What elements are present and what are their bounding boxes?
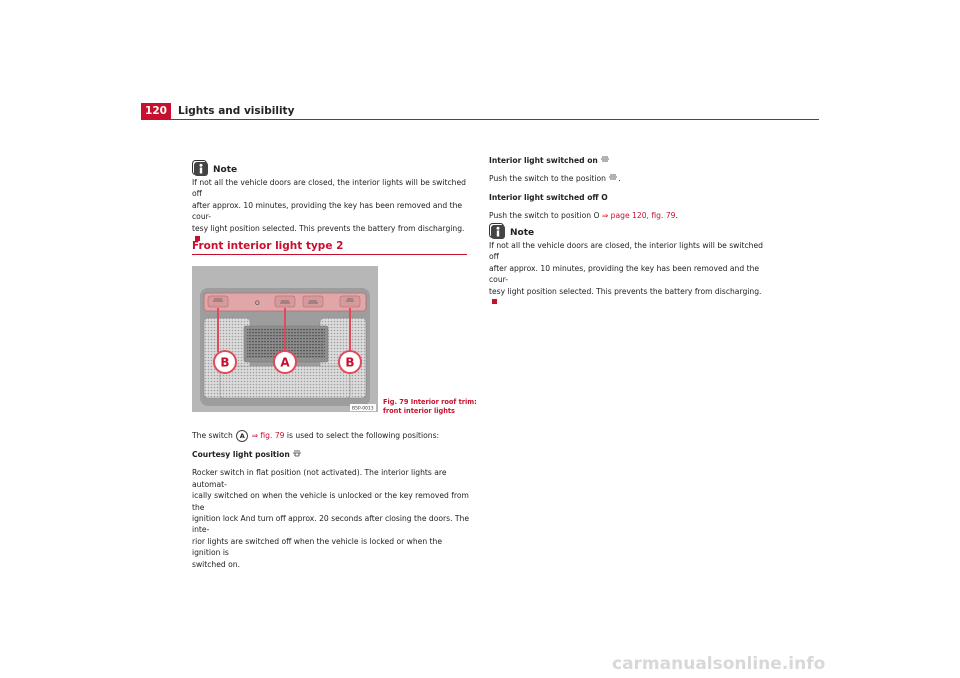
callout-badge-a: A [236,430,248,442]
running-header-title: Lights and visibility [178,105,295,117]
note-text [489,240,769,308]
off-text: Push the switch to position O [489,211,600,221]
courtesy-line: Rocker switch in flat position (not activated). The interior lights are automat- [192,468,447,489]
intro-text-end: is used to select the following positions: [286,431,440,440]
note-line: after approx. 10 minutes, providing the key has been removed and the cour- [192,200,463,222]
note-heading: Note [213,165,238,175]
courtesy-heading-line [192,449,472,460]
courtesy-line: ignition lock And turn off approx. 20 seconds after closing the doors. The inte- [192,514,470,535]
note-line-text: tesy light position selected. This prevents the battery from discharging. [489,286,762,296]
courtesy-heading: Courtesy light position [192,450,290,459]
header-rule [141,119,819,120]
caption-line: front interior lights [383,406,455,415]
on-instruction [489,173,769,184]
note-line: after approx. 10 minutes, providing the key has been removed and the cour- [489,263,760,285]
callout-b-left: B [220,355,230,370]
section-rule [192,254,467,255]
off-instruction [489,210,769,221]
note-text [192,177,467,245]
note-icon [192,160,210,177]
section-end-marker [492,299,497,304]
interior-light-on-icon [608,174,621,184]
figure-link[interactable]: ⇒ fig. 79 [251,431,285,440]
courtesy-section [192,449,472,570]
on-heading-line [489,155,769,166]
interior-off-heading: Interior light switched off O [489,192,608,202]
page-figure-link[interactable]: ⇒ page 120, fig. 79 [601,211,676,221]
note-line-text: tesy light position selected. This prevents the battery from discharging. [192,223,465,233]
page-number: 120 [141,103,171,120]
caption-line: Fig. 79 Interior roof trim: [383,398,477,406]
note-icon [489,223,507,240]
interior-on-heading: Interior light switched on [489,156,598,165]
note-heading: Note [510,228,535,238]
callout-b-right: B [345,355,355,370]
on-text: Push the switch to the position [489,174,606,184]
interior-light-on-icon [600,156,610,164]
courtesy-line: ically switched on when the vehicle is unlocked or the key removed from the [192,491,469,512]
courtesy-line: rior lights are switched off when the vehicle is locked or when the ignition is [192,536,443,558]
figure-code: B5P-0013 [352,406,374,412]
figure-interior-roof-trim [192,266,378,412]
right-column-text [489,155,769,222]
note-line [489,286,769,309]
courtesy-line: switched on. [192,559,241,569]
note-line: If not all the vehicle doors are closed, the interior lights will be switched off [489,241,763,262]
section-title: Front interior light type 2 [192,240,344,252]
switch-intro [192,430,472,442]
off-text-end: . [675,211,678,221]
callout-a: A [280,355,290,370]
figure-caption [383,398,477,415]
note-line: If not all the vehicle doors are closed, the interior lights will be switched off [192,178,466,199]
courtesy-light-icon [292,450,302,458]
on-text-end: . [618,174,621,184]
switch-o-label: O [255,300,260,307]
intro-text: The switch [192,431,233,440]
watermark: carmanualsonline.info [612,654,826,674]
